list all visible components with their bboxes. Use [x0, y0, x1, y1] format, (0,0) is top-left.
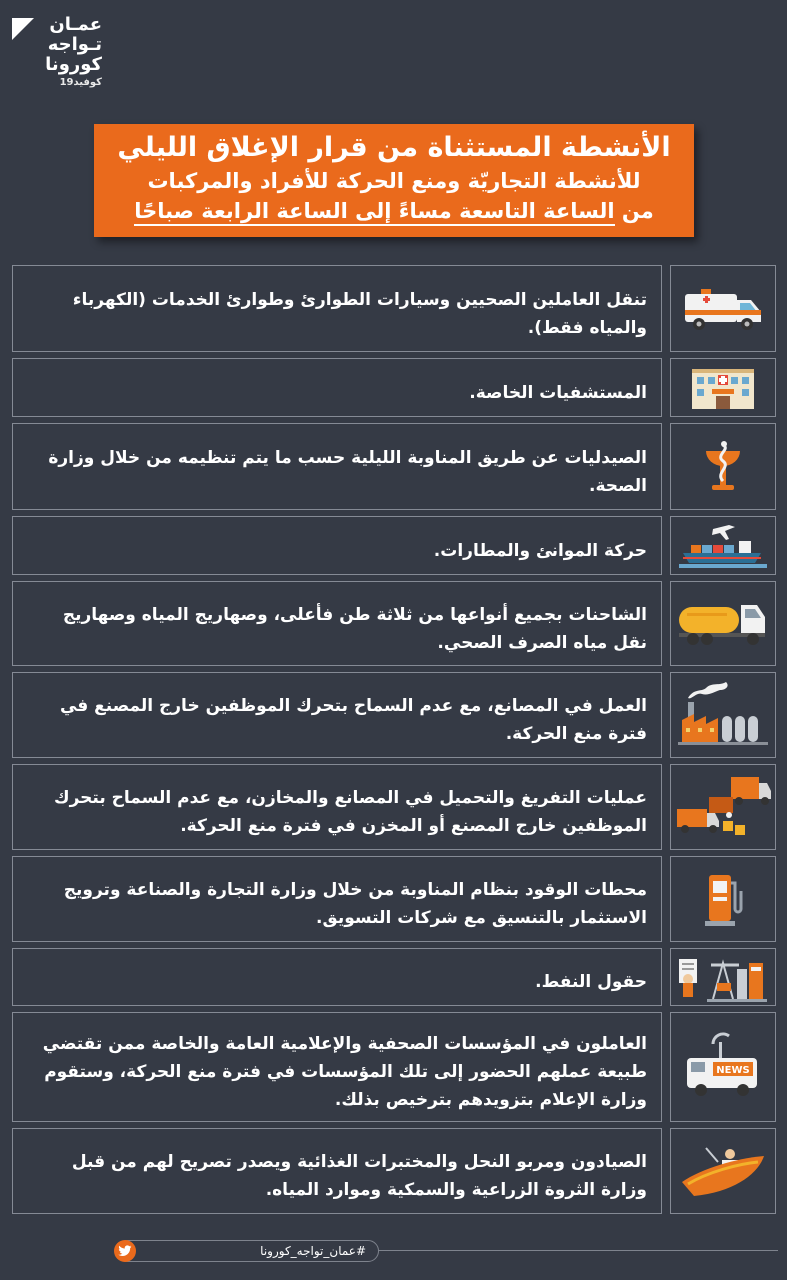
item-text: حركة الموانئ والمطارات. — [12, 516, 662, 575]
item-text: العاملون في المؤسسات الصحفية والإعلامية العامة والخاصة ممن تقتضي طبيعة عملهم الحضور إلى تلك المؤسسات في فترة منع الحركة، وستقوم وزارة الإعلام بتزويدهم بترخيص بذلك. — [12, 1012, 662, 1122]
oil-field-icon — [670, 948, 776, 1006]
item-text: الشاحنات بجميع أنواعها من ثلاثة طن فأعلى، وصهاريج المياه وصهاريج نقل مياه الصرف الصحي. — [12, 581, 662, 666]
banner-time-text: الساعة التاسعة مساءً إلى الساعة الرابعة صباحًا — [134, 199, 614, 226]
list-item — [12, 581, 776, 666]
loading-trucks-icon — [670, 764, 776, 850]
logo-line-1: عمـان — [49, 14, 102, 35]
item-text: محطات الوقود بنظام المناوبة من خلال وزارة التجارة والصناعة وترويج الاستثمار بالتنسيق مع شركات التسويق. — [12, 856, 662, 942]
hospital-icon — [670, 358, 776, 417]
svg-text:NEWS: NEWS — [716, 1065, 750, 1076]
ship-plane-icon — [670, 516, 776, 575]
logo-line-3: كورونا — [45, 54, 102, 75]
news-van-icon — [670, 1012, 776, 1122]
banner-subtitle: للأنشطة التجاريّة ومنع الحركة للأفراد والمركبات — [147, 169, 641, 193]
item-text: الصيدليات عن طريق المناوبة الليلية حسب ما يتم تنظيمه من خلال وزارة الصحة. — [12, 423, 662, 510]
banner-time-range — [94, 196, 694, 226]
fuel-pump-icon — [670, 856, 776, 942]
factory-icon — [670, 672, 776, 758]
list-item — [12, 948, 776, 1006]
item-text: المستشفيات الخاصة. — [12, 358, 662, 417]
list-item — [12, 423, 776, 510]
footer-divider — [378, 1250, 778, 1251]
item-text: عمليات التفريغ والتحميل في المصانع والمخازن، مع عدم السماح بتحرك الموظفين خارج المصنع أو المخزن في فترة منع الحركة. — [12, 764, 662, 850]
list-item — [12, 1128, 776, 1214]
logo — [12, 14, 102, 94]
tanker-truck-icon — [670, 581, 776, 666]
fishing-boat-icon — [670, 1128, 776, 1214]
list-item — [12, 358, 776, 417]
item-text: حقول النفط. — [12, 948, 662, 1006]
list-item — [12, 516, 776, 575]
pharmacy-icon — [670, 423, 776, 510]
list-item — [12, 672, 776, 758]
logo-triangle-icon — [12, 18, 34, 40]
item-text: تنقل العاملين الصحيين وسيارات الطوارئ وطوارئ الخدمات (الكهرباء والمياه فقط). — [12, 265, 662, 352]
list-item — [12, 265, 776, 352]
footer-hashtag[interactable]: #عمان_تواجه_كورونا — [260, 1244, 366, 1258]
ambulance-icon — [670, 265, 776, 352]
logo-line-2: تـواجه — [47, 34, 102, 55]
item-text: الصيادون ومربو النحل والمختبرات الغذائية ويصدر تصريح لهم من قبل وزارة الثروة الزراعية والسمكية وموارد المياه. — [12, 1128, 662, 1214]
twitter-icon[interactable] — [114, 1240, 136, 1262]
logo-line-4: كوفيد19 — [59, 77, 102, 88]
banner-title: الأنشطة المستثناة من قرار الإغلاق الليلي — [117, 132, 671, 163]
footer-hashtag-pill[interactable] — [117, 1240, 379, 1262]
list-item — [12, 856, 776, 942]
item-text: العمل في المصانع، مع عدم السماح بتحرك الموظفين خارج المصنع في فترة منع الحركة. — [12, 672, 662, 758]
list-item — [12, 1012, 776, 1122]
banner-time-prefix: من — [614, 199, 654, 223]
list-item — [12, 764, 776, 850]
title-banner — [94, 124, 694, 237]
